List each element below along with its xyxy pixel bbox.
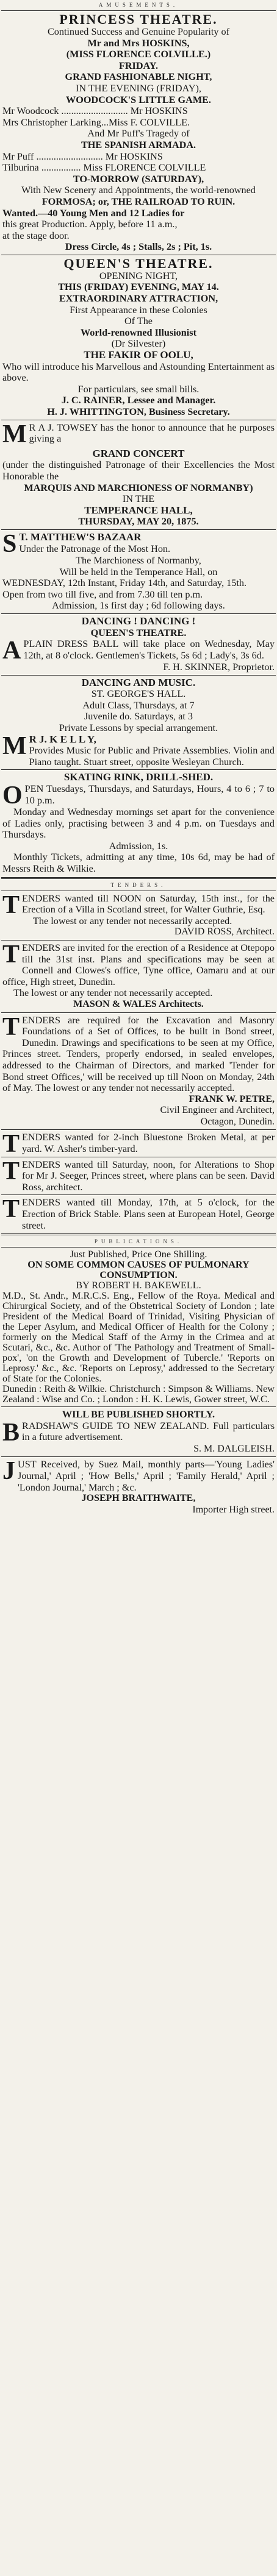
divider (1, 529, 276, 530)
pub2-sig: S. M. DALGLEISH. (193, 1443, 275, 1454)
pub-line: Just Published, Price One Shilling. (70, 1249, 207, 1260)
queens-line: J. C. RAINER, Lessee and Manager. (61, 395, 216, 406)
towsey-line: IN THE (122, 493, 155, 505)
divider (1, 1233, 276, 1235)
princess-line: Mr Woodcock ........................... Mr HOSKINS (2, 105, 188, 117)
skating-body (2, 782, 275, 810)
publications-masthead: PUBLICATIONS. (94, 1238, 183, 1245)
towsey-line: (under the distinguished Patronage of their Excellencies the Most Honorable the (2, 459, 275, 482)
dropcap-t: T (2, 891, 20, 919)
divider (1, 769, 276, 770)
dropcap-t: T (2, 1012, 20, 1041)
dancing-body (2, 637, 275, 665)
dancing2-title: DANCING AND MUSIC. (81, 676, 196, 688)
tender-sig: Civil Engineer and Architect, (160, 1105, 275, 1116)
dropcap-t: T (2, 1157, 20, 1185)
dancing2-sub: ST. GEORGE'S HALL. (91, 688, 186, 700)
pub-line: M.D., St. Andr., M.R.C.S. Eng., Fellow of the Roya. Medical and Chirurgical Society, and of the Obstetrical Society of London ; late President of the Medical Board of Trinidad, Visiting Physician of the Leper Asylum, and Medical Officer of Health for the Colony ; formerly on the Medical Staff of the Army in the Crimea and at Scutari, &c., &c. Author of 'The Pathology and Treatment of Small-pox', 'on the Growth and Development of Tubercle.' 'Reports on Leprosy.' &c., &c. 'Reports on Leprosy,' addressed to the Secretary of State for the Colonies. (2, 1290, 275, 1385)
dancing2-line: Private Lessons by special arrangement. (59, 722, 218, 734)
dancing-text: PLAIN DRESS BALL will take place on Wednesday, May 12th, at 8 o'clock. Gentlemen's Tickets, 5s 6d ; Lady's, 3s 6d. (23, 638, 275, 661)
tender-stable (1, 1197, 276, 1231)
pub-line: Dunedin : Reith & Wilkie. Christchurch : Simpson & Williams. New Zealand : Wise and Co. ; London : H. K. Lewis, Gower street, W.C. (2, 1383, 275, 1405)
dropcap-j: J (2, 1457, 15, 1486)
divider (1, 675, 276, 676)
tender-sig: MASON & WALES Architects. (73, 998, 204, 1009)
pub2-body (2, 1418, 275, 1447)
tender-villa (1, 893, 276, 938)
tender-body (2, 942, 275, 987)
tender-text: ENDERS wanted till NOON on Saturday, 15th inst., for the Erection of a Villa in Scotland street, for Walter Guthrie, Esq. (22, 892, 275, 916)
publication-suez-mail (1, 1459, 276, 1516)
queens-title: QUEEN'S THEATRE. (63, 255, 214, 271)
dancing2-line: Provides Music for Public and Private Assemblies. Violin and Piano taught. Stuart street, opposite Wesleyan Church. (29, 745, 275, 768)
princess-theatre-ad (1, 13, 276, 253)
queens-line: THE FAKIR OF OOLU, (84, 349, 193, 361)
princess-title: PRINCESS THEATRE. (59, 12, 218, 27)
queens-line: EXTRAORDINARY ATTRACTION, (59, 293, 218, 305)
tender-residence (1, 942, 276, 1011)
towsey-line: THURSDAY, MAY 20, 1875. (78, 516, 199, 528)
dancing-sig: F. H. SKINNER, Proprietor. (163, 662, 275, 673)
princess-line: (MISS FLORENCE COLVILLE.) (66, 49, 211, 60)
towsey-line: TEMPERANCE HALL, (84, 504, 193, 516)
skating-title: SKATING RINK, DRILL-SHED. (63, 771, 214, 783)
tender-sig: Octagon, Dunedin. (200, 1116, 275, 1127)
tender-bluestone (1, 1130, 276, 1159)
dancing2-line: Juvenile do. Saturdays, at 3 (84, 711, 193, 722)
dropcap-t: T (2, 1195, 20, 1224)
tender-sig: FRANK W. PETRE, (189, 1093, 275, 1104)
kelly-name: R J. K E L L Y, (29, 733, 96, 745)
bazaar-line: Will be held in the Temperance Hall, on (59, 566, 218, 577)
section-masthead: AMUSEMENTS. (98, 2, 179, 8)
princess-line: With New Scenery and Appointments, the world-renowned (21, 185, 256, 196)
princess-line: WOODCOCK'S LITTLE GAME. (66, 94, 211, 105)
pub-line: ON SOME COMMON CAUSES OF PULMONARY CONSUMPTION. (27, 1259, 250, 1281)
divider (1, 1012, 276, 1013)
bazaar-ad (1, 529, 276, 612)
pub-line: BY ROBERT H. BAKEWELL. (76, 1280, 201, 1291)
tender-text: ENDERS are required for the Excavation and Masonry Foundations of a Set of Offices, to be built in Bond street, Dunedin. Drawings and specifications to be seen at my Office, Princes street. Tenders, properly endorsed, in sealed envelopes, addressed to the Chairman of Directors, and marked 'Tender for Bond street Offices,' will be received up till Noon on Monday, 24th of May. The lowest or any tender not necessarily accepted. (2, 1014, 275, 1094)
divider (1, 1406, 276, 1407)
queens-line: Who will introduce his Marvellous and Astounding Entertainment as above. (2, 361, 275, 384)
divider (1, 877, 276, 879)
bazaar-line: WEDNESDAY, 12th Instant, Friday 14th, and Saturday, 15th. (2, 577, 247, 589)
divider (1, 10, 276, 11)
princess-line: FRIDAY. (118, 60, 159, 71)
towsey-line: GRAND CONCERT (92, 447, 185, 459)
dropcap-a: A (2, 637, 21, 665)
tender-body (2, 1197, 275, 1231)
skating-line: Admission, 1s. (109, 840, 168, 852)
towsey-intro (2, 420, 275, 448)
pub3-sig: JOSEPH BRAITHWAITE, (81, 1493, 196, 1504)
tender-body (2, 891, 275, 919)
queens-line: Of The (124, 316, 153, 327)
queens-line: H. J. WHITTINGTON, Business Secretary. (47, 406, 230, 417)
queens-line: (Dr Silvester) (111, 338, 166, 350)
queens-line: OPENING NIGHT, (99, 270, 178, 281)
tenders-masthead: TENDERS. (110, 881, 167, 888)
pub3-body (2, 1459, 275, 1493)
tender-text: ENDERS wanted till Saturday, noon, for Alterations to Shop for Mr J. Seeger, Princes street, where plans can be seen. David Ross, architect. (22, 1159, 275, 1193)
princess-line: Mr and Mrs HOSKINS, (87, 37, 190, 49)
princess-line: FORMOSA; or, THE RAILROAD TO RUIN. (41, 196, 236, 207)
princess-line: And Mr Puff's Tragedy of (87, 128, 190, 139)
divider (1, 1456, 276, 1457)
princess-line: Wanted.—40 Young Men and 12 Ladies for (2, 207, 185, 219)
dropcap-b: B (2, 1418, 20, 1447)
divider (1, 1129, 276, 1130)
princess-line: Continued Success and Genuine Popularity of (47, 26, 230, 37)
queens-line: World-renowned Illusionist (81, 326, 196, 338)
towsey-concert-ad (1, 422, 276, 528)
towsey-line: MARQUIS AND MARCHIONESS OF NORMANBY) (24, 482, 253, 493)
dancing2-line: Adult Class, Thursdays, at 7 (82, 699, 195, 711)
princess-line: IN THE EVENING (FRIDAY), (76, 82, 201, 94)
princess-line: Mr Puff ........................... Mr HOSKINS (2, 150, 163, 162)
pub2-title: WILL BE PUBLISHED SHORTLY. (62, 1409, 215, 1420)
dropcap-t: T (2, 940, 20, 969)
dancing-music-ad (1, 677, 276, 768)
dropcap-s: S (2, 529, 17, 558)
princess-line: GRAND FASHIONABLE NIGHT, (65, 71, 212, 83)
dropcap-t: T (2, 1130, 20, 1159)
queens-line: First Appearance in these Colonies (70, 304, 207, 316)
dancing-ball-ad (1, 616, 276, 673)
bazaar-line: The Marchioness of Normanby, (76, 554, 201, 566)
dropcap-m: M (2, 420, 27, 448)
publication-consumption (1, 1249, 276, 1405)
princess-line: TO-MORROW (SATURDAY), (73, 173, 204, 185)
queens-line: THIS (FRIDAY) EVENING, MAY 14. (58, 281, 219, 293)
princess-line: Mrs Christopher Larking...Miss F. COLVILLE. (2, 116, 190, 128)
bazaar-title: T. MATTHEW'S BAZAAR (19, 531, 142, 543)
tender-shop (1, 1159, 276, 1193)
bazaar-line: Admission, 1s first day ; 6d following days. (52, 600, 225, 612)
skating-line: Monthly Tickets, admitting at any time, 10s 6d, may be had of Messrs Reith & Wilkie. (2, 852, 275, 874)
towsey-text: R A J. TOWSEY has the honor to announce that he purposes giving a (29, 422, 275, 445)
publication-bradshaw (1, 1409, 276, 1455)
tender-text: ENDERS wanted for 2-inch Bluestone Broken Metal, at per yard. W. Asher's timber-yard. (22, 1132, 275, 1155)
princess-line: Tilburina ................ Miss FLORENCE COLVILLE (2, 162, 206, 174)
pub3-text: UST Received, by Suez Mail, monthly parts—'Young Ladies' Journal,' April ; 'How Bells,' April ; 'Family Herald,' April ; 'London Journal,' March ; &c. (18, 1459, 275, 1493)
tender-body (2, 1130, 275, 1159)
divider (1, 613, 276, 614)
bazaar-line: Open from two till five, and from 7.30 till ten p.m. (2, 588, 203, 600)
tender-text: ENDERS are invited for the erection of a Residence at Otepopo till the 31st inst. Plans and specifications may be seen at Connell and Clowes's office, Tyne office, Oamaru and at our office, High street, Dunedin. (2, 942, 275, 987)
tender-line: The lowest or any tender not necessarily accepted. (13, 987, 213, 999)
tender-sig: DAVID ROSS, Architect. (174, 926, 275, 937)
dancing-sub: QUEEN'S THEATRE. (90, 627, 187, 638)
bazaar-line: Under the Patronage of the Most Hon. (19, 543, 171, 554)
skating-rink-ad (1, 772, 276, 874)
tender-line: The lowest or any tender not necessarily accepted. (33, 915, 232, 926)
queens-line: For particulars, see small bills. (77, 383, 200, 395)
divider (1, 1194, 276, 1195)
dropcap-m2: M (2, 732, 27, 760)
skating-line: Monday and Wednesday mornings set apart for the convenience of Ladies only, practising between 3 and 4 p.m. on Tuesdays and Thursdays. (2, 806, 275, 841)
tender-text: ENDERS wanted till Monday, 17th, at 5 o'clock, for the Erection of Brick Stable. Plans seen at European Hotel, George street. (22, 1197, 275, 1231)
skating-text: PEN Tuesdays, Thursdays, and Saturdays, Hours, 4 to 6 ; 7 to 10 p.m. (24, 783, 275, 806)
tender-offices (1, 1012, 276, 1128)
pub2-text: RADSHAW'S GUIDE TO NEW ZEALAND. Full particulars in a future advertisement. (22, 1420, 275, 1443)
princess-line: this great Production. Apply, before 11 a.m., (2, 219, 178, 230)
tender-body (2, 1159, 275, 1193)
princess-line: at the stage door. (2, 230, 70, 241)
princess-line: THE SPANISH ARMADA. (81, 139, 196, 150)
princess-line: Dress Circle, 4s ; Stalls, 2s ; Pit, 1s. (65, 241, 212, 253)
pub3-sig: Importer High street. (192, 1504, 275, 1515)
dancing-title: DANCING ! DANCING ! (81, 615, 196, 627)
tender-body (2, 1012, 275, 1094)
dropcap-o: O (2, 782, 23, 810)
queens-theatre-ad (1, 257, 276, 418)
